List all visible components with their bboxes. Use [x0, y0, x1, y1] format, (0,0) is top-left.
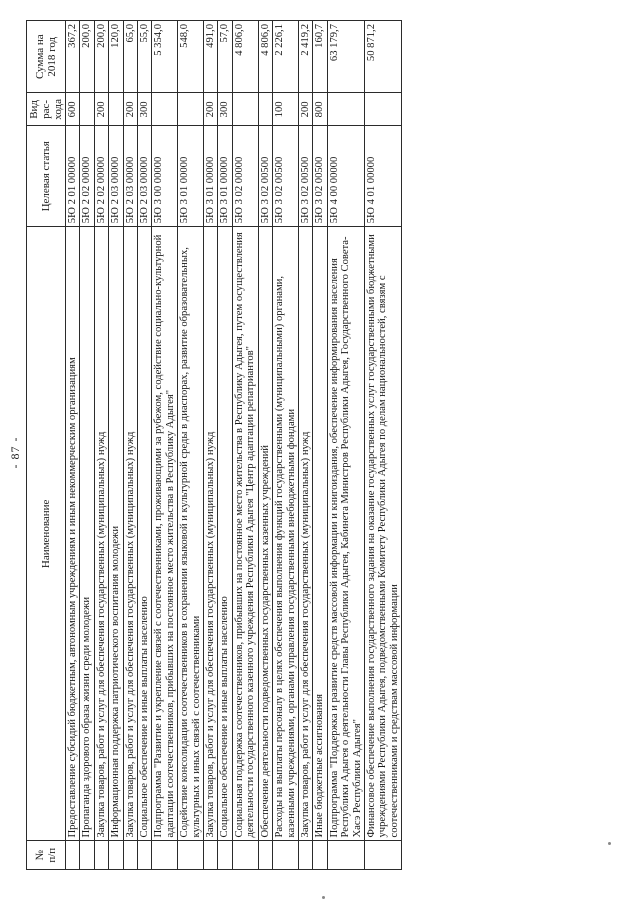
table-row: [218, 21, 232, 870]
row-expense-type-cell: 200: [204, 93, 218, 126]
table-row: [152, 21, 178, 870]
row-sum-cell: 4 806,0: [258, 21, 272, 93]
row-expense-type-cell: [232, 93, 258, 126]
row-expense-type-cell: 300: [218, 93, 232, 126]
table-row: [232, 21, 258, 870]
row-number-cell: [109, 841, 123, 870]
row-number-cell: [273, 841, 299, 870]
row-code-cell: 5Ю 3 00 00000: [152, 126, 178, 227]
table-body: [66, 21, 402, 870]
row-expense-type-cell: [80, 93, 94, 126]
row-name-cell: Обеспечение деятельности подведомственных государственных казенных учреждений: [258, 227, 272, 841]
row-number-cell: [123, 841, 137, 870]
row-code-cell: 5Ю 3 02 00500: [258, 126, 272, 227]
table-header-row: [27, 21, 66, 870]
table-row: [80, 21, 94, 870]
row-expense-type-cell: [178, 93, 204, 126]
row-name-cell: Содействие консолидации соотечественников в сохранении языковой и культурной среды в диаспорах, развитие образовательных, культурных и иных связей с соотечественниками: [178, 227, 204, 841]
row-name-cell: Закупка товаров, работ и услуг для обеспечения государственных (муниципальных) нужд: [94, 227, 108, 841]
row-code-cell: 5Ю 2 02 00000: [94, 126, 108, 227]
row-sum-cell: 50 871,2: [364, 21, 401, 93]
row-code-cell: 5Ю 3 02 00500: [313, 126, 327, 227]
table-row: [298, 21, 312, 870]
row-expense-type-cell: 300: [138, 93, 152, 126]
row-code-cell: 5Ю 2 03 00000: [138, 126, 152, 227]
row-sum-cell: 120,0: [109, 21, 123, 93]
row-expense-type-cell: 200: [94, 93, 108, 126]
row-sum-cell: 4 806,0: [232, 21, 258, 93]
row-code-cell: 5Ю 3 01 00000: [218, 126, 232, 227]
table-row: [313, 21, 327, 870]
row-sum-cell: 367,2: [66, 21, 80, 93]
row-name-cell: Расходы на выплаты персоналу в целях обеспечения выполнения функций государственными (муниципальными) органами, казенными учреждениями, органами управления государственными внебюджетными фондами: [273, 227, 299, 841]
table-row: [327, 21, 364, 870]
row-code-cell: 5Ю 2 02 00000: [80, 126, 94, 227]
row-code-cell: 5Ю 2 03 00000: [123, 126, 137, 227]
row-code-cell: 5Ю 2 03 00000: [109, 126, 123, 227]
row-number-cell: [204, 841, 218, 870]
row-code-cell: 5Ю 3 02 00500: [298, 126, 312, 227]
row-number-cell: [364, 841, 401, 870]
row-name-cell: Закупка товаров, работ и услуг для обеспечения государственных (муниципальных) нужд: [123, 227, 137, 841]
table-row: [66, 21, 80, 870]
row-sum-cell: 57,0: [218, 21, 232, 93]
table-row: [204, 21, 218, 870]
column-header-sum: Сумма на 2018 год: [27, 21, 66, 93]
row-name-cell: Иные бюджетные ассигнования: [313, 227, 327, 841]
row-name-cell: Финансовое обеспечение выполнения государственного задания на оказание государственных услуг государственными бюджетными учреждениями Республики Адыгея, подведомственными Комитету Республики Адыгея по делам национальностей, связям с соотечественниками и средствам массовой информации: [364, 227, 401, 841]
column-header-name: Наименование: [27, 227, 66, 841]
column-header-code: Целевая статья: [27, 126, 66, 227]
row-number-cell: [94, 841, 108, 870]
row-number-cell: [218, 841, 232, 870]
row-expense-type-cell: 200: [123, 93, 137, 126]
row-code-cell: 5Ю 3 01 00000: [204, 126, 218, 227]
row-number-cell: [298, 841, 312, 870]
row-sum-cell: 63 179,7: [327, 21, 364, 93]
row-expense-type-cell: 800: [313, 93, 327, 126]
row-name-cell: Подпрограмма "Поддержка и развитие средств массовой информации и книгоиздания, обеспечение информирования населения Республики Адыгея о деятельности Главы Республики Адыгея, Кабинета Министров Республики Адыгея, Государственного Совета-Хасэ Республики Адыгея": [327, 227, 364, 841]
row-code-cell: 5Ю 4 00 00000: [327, 126, 364, 227]
row-number-cell: [66, 841, 80, 870]
row-number-cell: [138, 841, 152, 870]
row-sum-cell: 491,0: [204, 21, 218, 93]
row-sum-cell: 65,0: [123, 21, 137, 93]
row-expense-type-cell: [152, 93, 178, 126]
table-row: [94, 21, 108, 870]
row-name-cell: Социальная поддержка соотечественников, прибывших на постоянное место жительства в Республику Адыгея, путем осуществления деятельности государственного казенного учреждения Республики Адыгея "Центр адаптации репатриантов": [232, 227, 258, 841]
page-number: - 87 -: [8, 436, 22, 469]
table-row: [138, 21, 152, 870]
row-expense-type-cell: 100: [273, 93, 299, 126]
row-expense-type-cell: 600: [66, 93, 80, 126]
row-number-cell: [152, 841, 178, 870]
row-code-cell: 5Ю 3 02 00000: [232, 126, 258, 227]
row-name-cell: Пропаганда здорового образа жизни среди молодежи: [80, 227, 94, 841]
row-name-cell: Информационная поддержка патриотического воспитания молодежи: [109, 227, 123, 841]
row-expense-type-cell: [327, 93, 364, 126]
row-expense-type-cell: [258, 93, 272, 126]
row-sum-cell: 55,0: [138, 21, 152, 93]
table-row: [178, 21, 204, 870]
row-sum-cell: 5 354,0: [152, 21, 178, 93]
row-name-cell: Предоставление субсидий бюджетным, автономным учреждениям и иным некоммерческим организациям: [66, 227, 80, 841]
table-row: [258, 21, 272, 870]
row-sum-cell: 2 226,1: [273, 21, 299, 93]
table-row: [109, 21, 123, 870]
row-name-cell: Социальное обеспечение и иные выплаты населению: [138, 227, 152, 841]
row-code-cell: 5Ю 3 01 00000: [178, 126, 204, 227]
row-number-cell: [327, 841, 364, 870]
row-number-cell: [258, 841, 272, 870]
table-row: [123, 21, 137, 870]
row-code-cell: 5Ю 4 01 00000: [364, 126, 401, 227]
row-sum-cell: 160,7: [313, 21, 327, 93]
table-row: [364, 21, 401, 870]
row-name-cell: Подпрограмма "Развитие и укрепление связей с соотечественниками, проживающими за рубежом, содействие социально-культурной адаптации соотечественников, прибывших на постоянное место жительства в Республику Адыгея": [152, 227, 178, 841]
scan-speck: [608, 842, 611, 845]
row-number-cell: [232, 841, 258, 870]
row-sum-cell: 2 419,2: [298, 21, 312, 93]
table-row: [273, 21, 299, 870]
row-expense-type-cell: 200: [298, 93, 312, 126]
row-name-cell: Закупка товаров, работ и услуг для обеспечения государственных (муниципальных) нужд: [204, 227, 218, 841]
row-expense-type-cell: [364, 93, 401, 126]
row-expense-type-cell: [109, 93, 123, 126]
row-name-cell: Закупка товаров, работ и услуг для обеспечения государственных (муниципальных) нужд: [298, 227, 312, 841]
row-number-cell: [178, 841, 204, 870]
row-sum-cell: 200,0: [94, 21, 108, 93]
row-name-cell: Социальное обеспечение и иные выплаты населению: [218, 227, 232, 841]
row-number-cell: [313, 841, 327, 870]
row-sum-cell: 200,0: [80, 21, 94, 93]
column-header-vid: Вид рас-хода: [27, 93, 66, 126]
budget-table: [26, 20, 402, 870]
row-code-cell: 5Ю 2 01 00000: [66, 126, 80, 227]
column-header-num: № п/п: [27, 841, 66, 870]
row-number-cell: [80, 841, 94, 870]
scan-speck: [322, 896, 325, 899]
row-code-cell: 5Ю 3 02 00500: [273, 126, 299, 227]
row-sum-cell: 548,0: [178, 21, 204, 93]
